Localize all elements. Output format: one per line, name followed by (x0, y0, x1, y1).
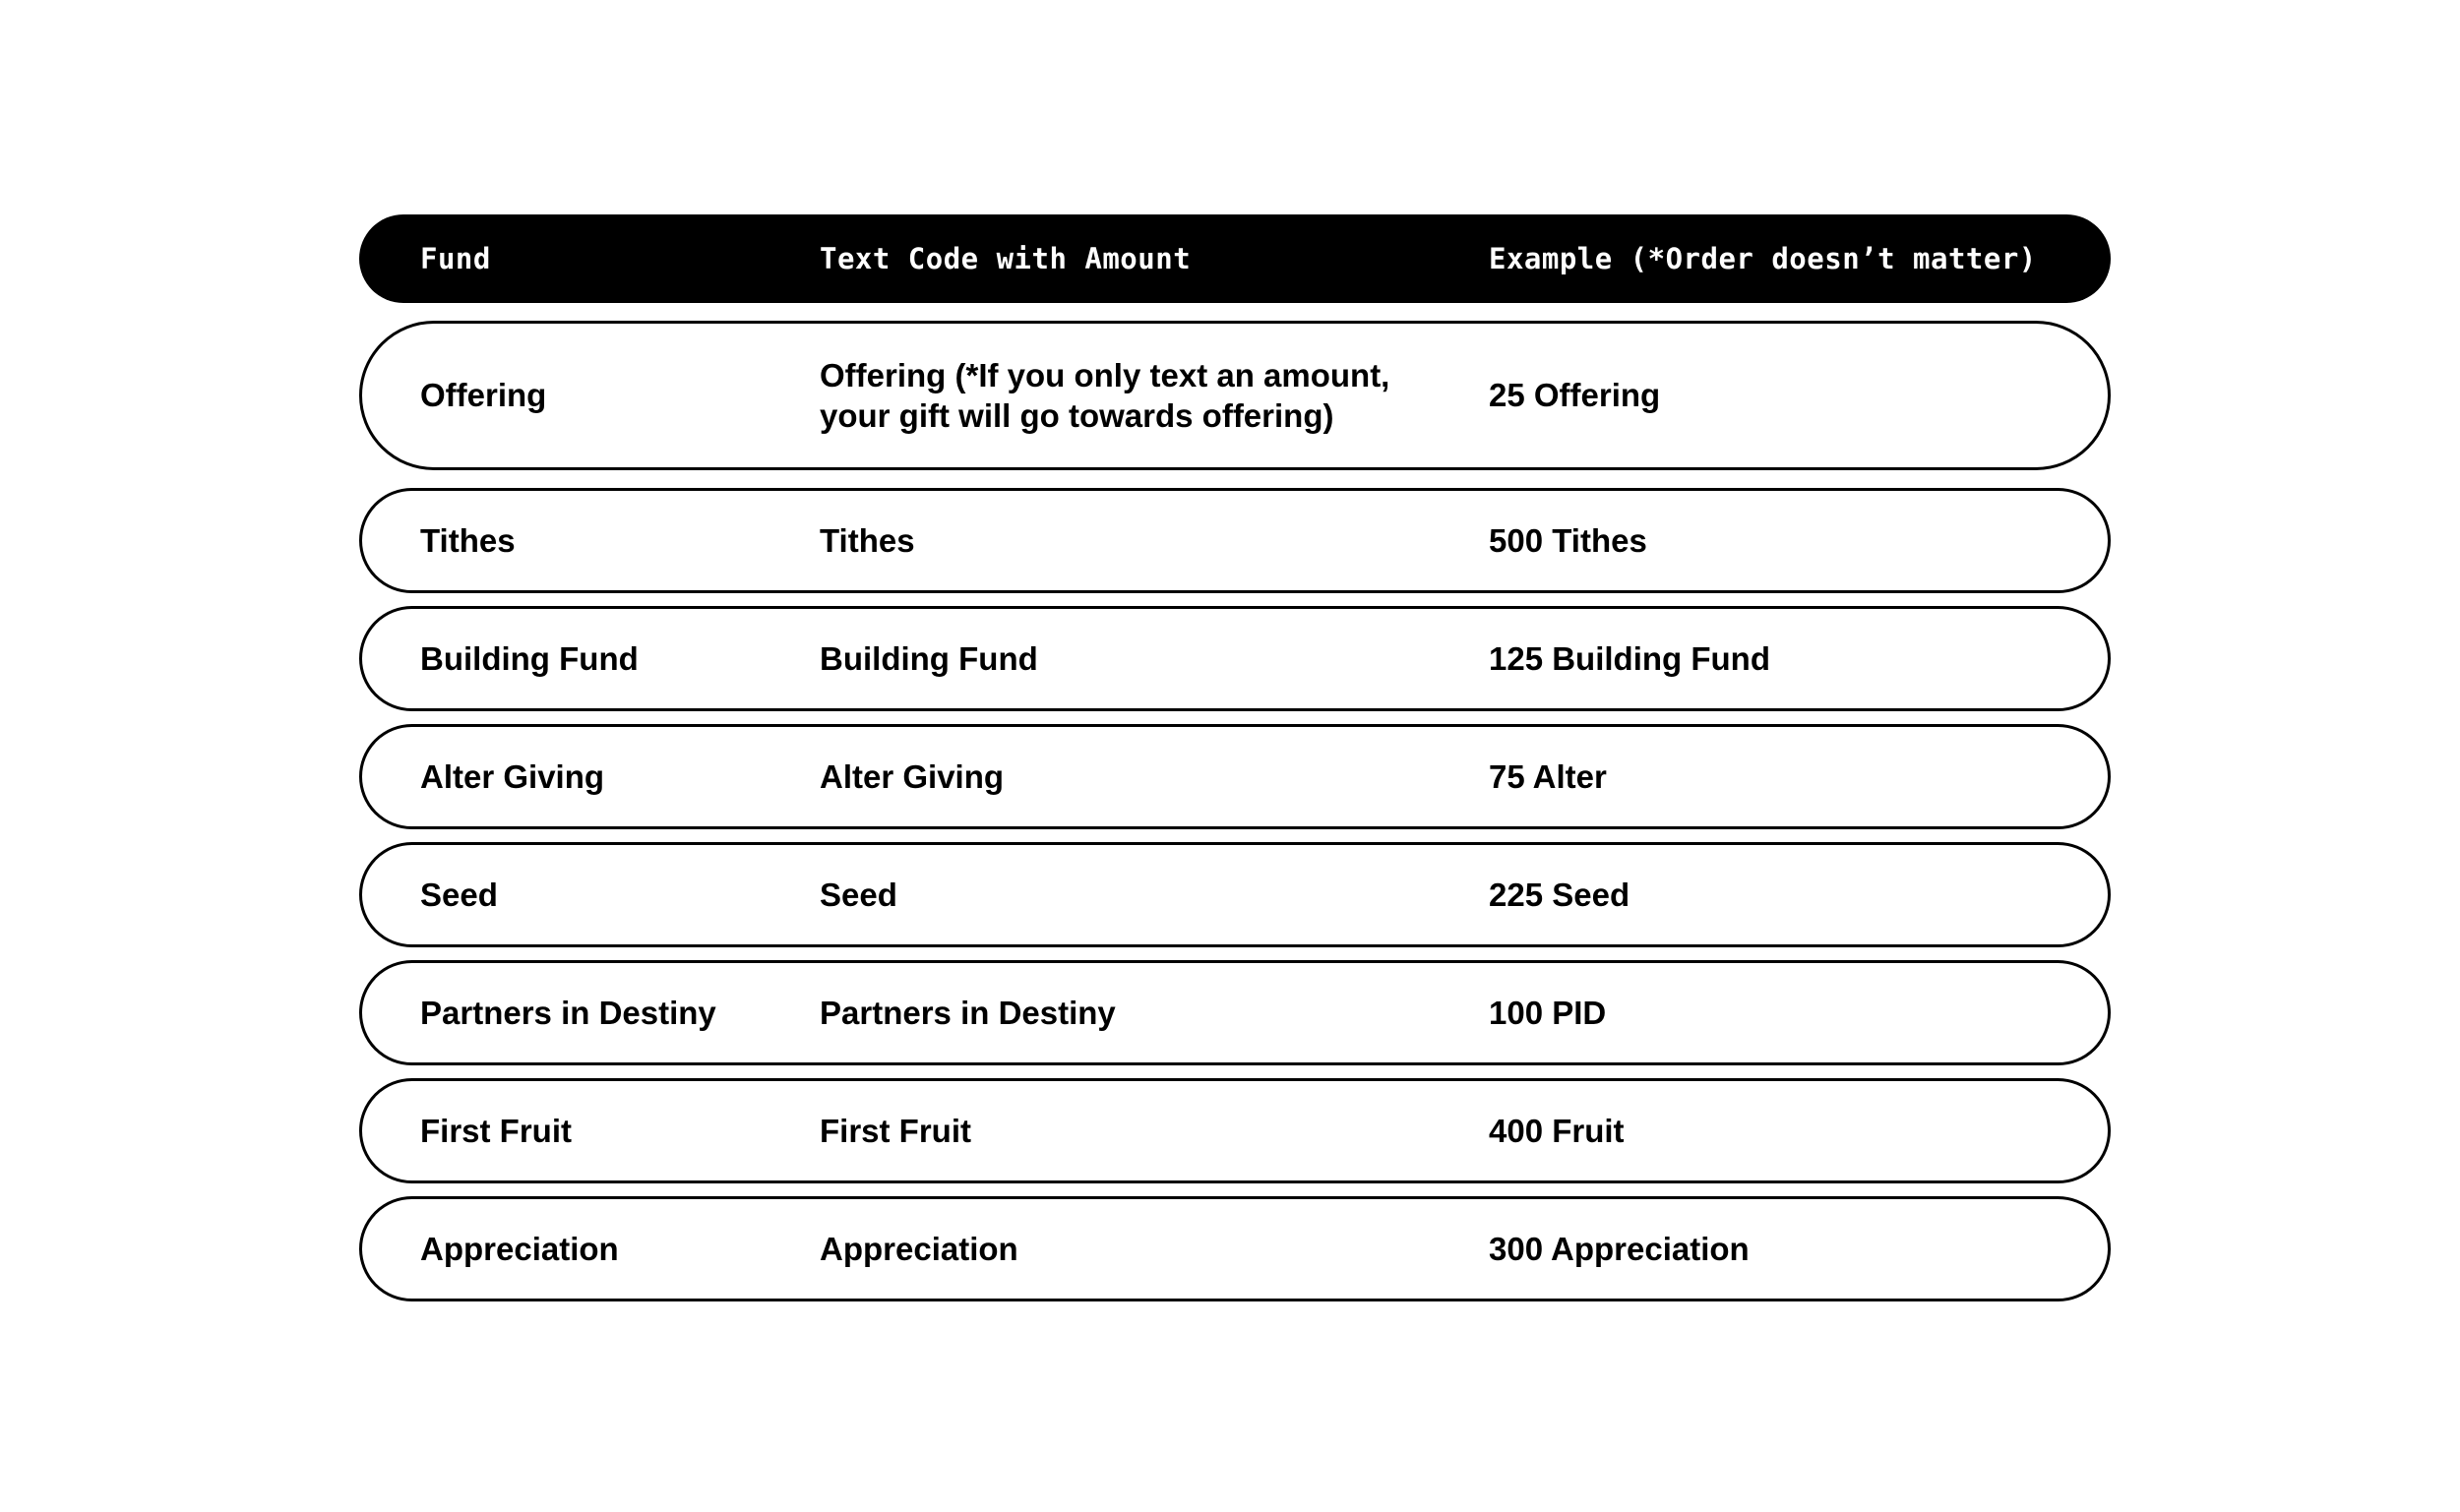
code-cell: Offering (*If you only text an amount, your gift will go towards offering) (820, 357, 1390, 434)
fund-cell: Appreciation (420, 1230, 619, 1267)
fund-cell: Partners in Destiny (420, 994, 716, 1031)
code-cell: First Fruit (820, 1112, 971, 1149)
example-cell: 400 Fruit (1489, 1112, 1625, 1149)
header-example: Example (*Order doesn’t matter) (1489, 242, 2037, 275)
table-row-building-fund (359, 606, 2111, 711)
fund-cell: First Fruit (420, 1112, 572, 1149)
table-row-seed (359, 842, 2111, 947)
table-row-first-fruit (359, 1078, 2111, 1183)
table-row-partners-in-destiny (359, 960, 2111, 1065)
example-cell: 125 Building Fund (1489, 639, 1770, 677)
example-cell: 300 Appreciation (1489, 1230, 1750, 1267)
fund-cell: Offering (420, 377, 547, 413)
fund-cell: Seed (420, 876, 498, 913)
table-row-appreciation (359, 1196, 2111, 1301)
example-cell: 100 PID (1489, 994, 1607, 1031)
example-cell: 75 Alter (1489, 757, 1607, 795)
table-header (359, 214, 2111, 303)
code-cell: Partners in Destiny (820, 994, 1116, 1031)
example-cell: 25 Offering (1489, 377, 1661, 413)
fund-cell: Tithes (420, 521, 516, 559)
example-cell: 225 Seed (1489, 876, 1630, 913)
table-row-offering (359, 321, 2111, 470)
fund-cell: Building Fund (420, 639, 639, 677)
table-row-tithes (359, 488, 2111, 593)
header-text-code: Text Code with Amount (820, 242, 1192, 275)
fund-cell: Alter Giving (420, 757, 605, 795)
example-cell: 500 Tithes (1489, 521, 1647, 559)
table-row-alter-giving (359, 724, 2111, 829)
code-cell: Alter Giving (820, 757, 1005, 795)
code-cell: Tithes (820, 521, 915, 559)
header-fund: Fund (420, 242, 491, 275)
fund-table (359, 214, 2111, 1267)
code-cell: Building Fund (820, 639, 1038, 677)
code-cell: Seed (820, 876, 897, 913)
code-cell: Appreciation (820, 1230, 1018, 1267)
